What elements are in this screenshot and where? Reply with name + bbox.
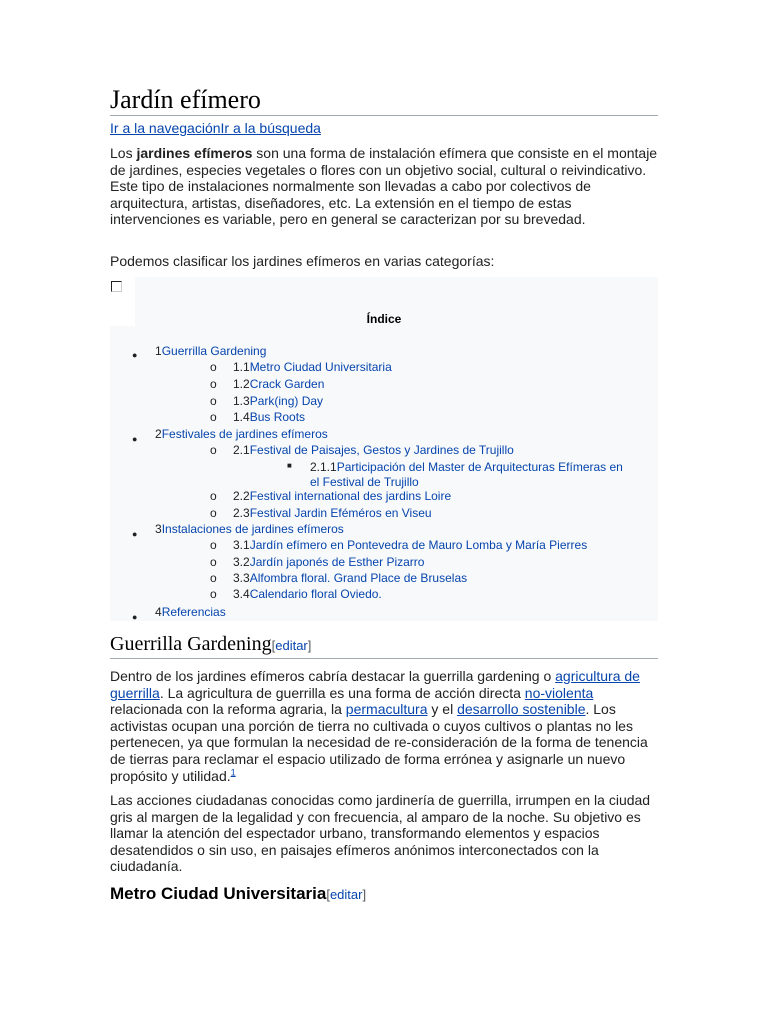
toc-item-3-3[interactable]: 3.3Alfombra floral. Grand Place de Bruselas	[233, 571, 468, 585]
toc-link[interactable]: Jardín efímero en Pontevedra de Mauro Lomba y María Pierres	[249, 538, 588, 552]
toc-link[interactable]: Bus Roots	[249, 410, 306, 424]
toc-circle-icon: o	[210, 410, 217, 424]
toc-item-1-4[interactable]: 1.4Bus Roots	[233, 410, 306, 424]
toc-item-3[interactable]: 3Instalaciones de jardines efímeros	[155, 522, 344, 536]
toc-circle-icon: o	[210, 555, 217, 569]
toc-link[interactable]: Festival Jardin Eféméros en Viseu	[249, 506, 432, 520]
section-heading-guerrilla-gardening: Guerrilla Gardening[editar]	[110, 632, 658, 659]
toc-circle-icon: o	[210, 377, 217, 391]
toc-link[interactable]: Referencias	[161, 605, 226, 619]
toc-link[interactable]: Park(ing) Day	[249, 394, 324, 408]
page-title: Jardín efímero	[110, 84, 658, 116]
toc-link[interactable]: el Festival de Trujillo	[310, 475, 419, 489]
toc-circle-icon: o	[210, 394, 217, 408]
toc-item-2[interactable]: 2Festivales de jardines efímeros	[155, 427, 328, 441]
toc-link[interactable]: Calendario floral Oviedo.	[249, 587, 382, 601]
guerrilla-paragraph-1: Dentro de los jardines efímeros cabría destacar la guerrilla gardening o agricultura de guerrilla. La agricultura de guerrilla es una forma de acción directa no-violenta relacionada con la reforma agraria, la permacultura y el desarrollo sostenible. Los activistas ocupan una porción de tierra no cultivada o cuyos cultivos o plantas no les pertenecen, ya que formulan la necesidad de re-consideración de la forma de tenencia de tierras para reclamar el espacio utilizado de forma errónea y asignarle un nuevo propósito y utilidad.$^1$	[110, 668, 648, 784]
classify-paragraph: Podemos clasificar los jardines efímeros en varias categorías:	[110, 253, 495, 269]
intro-bold-term: jardines efímeros	[136, 145, 253, 161]
toc-link[interactable]: Festivales de jardines efímeros	[161, 427, 328, 441]
toc-bullet-icon: ●	[132, 612, 138, 622]
guerrilla-paragraph-2: Las acciones ciudadanas conocidas como jardinería de guerrilla, irrumpen en la ciudad gris al margen de la legalidad y con frecuencia, al amparo de la noche. Su objetivo es llamar la atención del espectador urbano, transformando elementos y espacios desatendidos o sin uso, en paisajes efímeros anónimos interconectados con la ciudadanía.	[110, 792, 651, 875]
jump-to-search-link[interactable]: Ir a la búsqueda	[220, 120, 321, 136]
edit-section-link-wrapper: [editar]	[326, 887, 367, 902]
jump-links	[110, 119, 321, 137]
edit-section-button[interactable]: editar	[275, 638, 308, 653]
toc-item-2-3[interactable]: 2.3Festival Jardin Eféméros en Viseu	[233, 506, 432, 520]
intro-paragraph	[110, 145, 658, 228]
toc-circle-icon: o	[210, 571, 217, 585]
toc-item-1-3[interactable]: 1.3Park(ing) Day	[233, 394, 324, 408]
toc-item-1-2[interactable]: 1.2Crack Garden	[233, 377, 325, 391]
toc-circle-icon: o	[210, 489, 217, 503]
toc-item-3-1[interactable]: 3.1Jardín efímero en Pontevedra de Mauro Lomba y María Pierres	[233, 538, 588, 552]
toc-link[interactable]: Participación del Master de Arquitecturas Efímeras en	[336, 460, 623, 474]
toc-title: Índice	[366, 312, 402, 326]
intro-text: son una forma de instalación efímera que consiste en el montaje de jardines, especies vegetales o flores con un objetivo social, cultural o reivindicativo. Este tipo de instalaciones normalmente son llevadas a cabo por colectivos de arquitectura, artistas, diseñadores, etc. La extensión en el tiempo de estas intervenciones es variable, pero en general se caracterizan por su brevedad.	[110, 145, 658, 228]
toc-link[interactable]: Jardín japonés de Esther Pizarro	[249, 555, 425, 569]
section-heading-metro-ciudad-universitaria: Metro Ciudad Universitaria[editar]	[110, 884, 367, 903]
toc-circle-icon: o	[210, 506, 217, 520]
toc-bullet-icon: ●	[132, 350, 138, 360]
permacultura-link[interactable]: permacultura	[345, 701, 428, 718]
toc-item-4[interactable]: 4Referencias	[155, 605, 226, 619]
toc-bullet-icon: ●	[132, 529, 138, 539]
toc-link[interactable]: Alfombra floral. Grand Place de Bruselas	[249, 571, 468, 585]
agricultura-de-guerrilla-link[interactable]: agricultura de guerrilla	[110, 668, 640, 701]
edit-section-button[interactable]: editar	[329, 887, 363, 902]
toc-link[interactable]: Guerrilla Gardening	[161, 344, 267, 358]
toc-link[interactable]: Instalaciones de jardines efímeros	[161, 522, 344, 536]
toc-item-2-1-1[interactable]: 2.1.1Participación del Master de Arquitecturas Efímeras en	[310, 460, 623, 474]
toc-circle-icon: o	[210, 538, 217, 552]
toc-square-icon: ■	[287, 461, 292, 470]
toc-item-3-4[interactable]: 3.4Calendario floral Oviedo.	[233, 587, 382, 601]
table-of-contents	[110, 277, 658, 621]
toc-item-1-1[interactable]: 1.1Metro Ciudad Universitaria	[233, 360, 392, 374]
toc-toggle-checkbox[interactable]	[111, 281, 122, 292]
toc-circle-icon: o	[210, 360, 217, 374]
toc-item-2-1[interactable]: 2.1Festival de Paisajes, Gestos y Jardines de Trujillo	[233, 443, 514, 457]
intro-lead: Los	[110, 145, 137, 161]
toc-circle-icon: o	[210, 587, 217, 601]
toc-item-3-2[interactable]: 3.2Jardín japonés de Esther Pizarro	[233, 555, 425, 569]
toc-circle-icon: o	[210, 443, 217, 457]
edit-section-link-wrapper: [editar]	[271, 638, 312, 653]
toc-bullet-icon: ●	[132, 434, 138, 444]
no-violenta-link[interactable]: no-violenta	[524, 684, 594, 701]
toc-link[interactable]: Festival international des jardins Loire	[249, 489, 452, 503]
toc-link[interactable]: Metro Ciudad Universitaria	[249, 360, 392, 374]
toc-item-1[interactable]: 1Guerrilla Gardening	[155, 344, 267, 358]
toc-item-2-2[interactable]: 2.2Festival international des jardins Loire	[233, 489, 452, 503]
desarrollo-sostenible-link[interactable]: desarrollo sostenible	[457, 701, 586, 718]
toc-link[interactable]: Festival de Paisajes, Gestos y Jardines de Trujillo	[249, 443, 514, 457]
toc-link[interactable]: Crack Garden	[249, 377, 325, 391]
reference-1-link[interactable]: 1	[230, 766, 236, 777]
jump-to-navigation-link[interactable]: Ir a la navegación	[110, 120, 221, 136]
